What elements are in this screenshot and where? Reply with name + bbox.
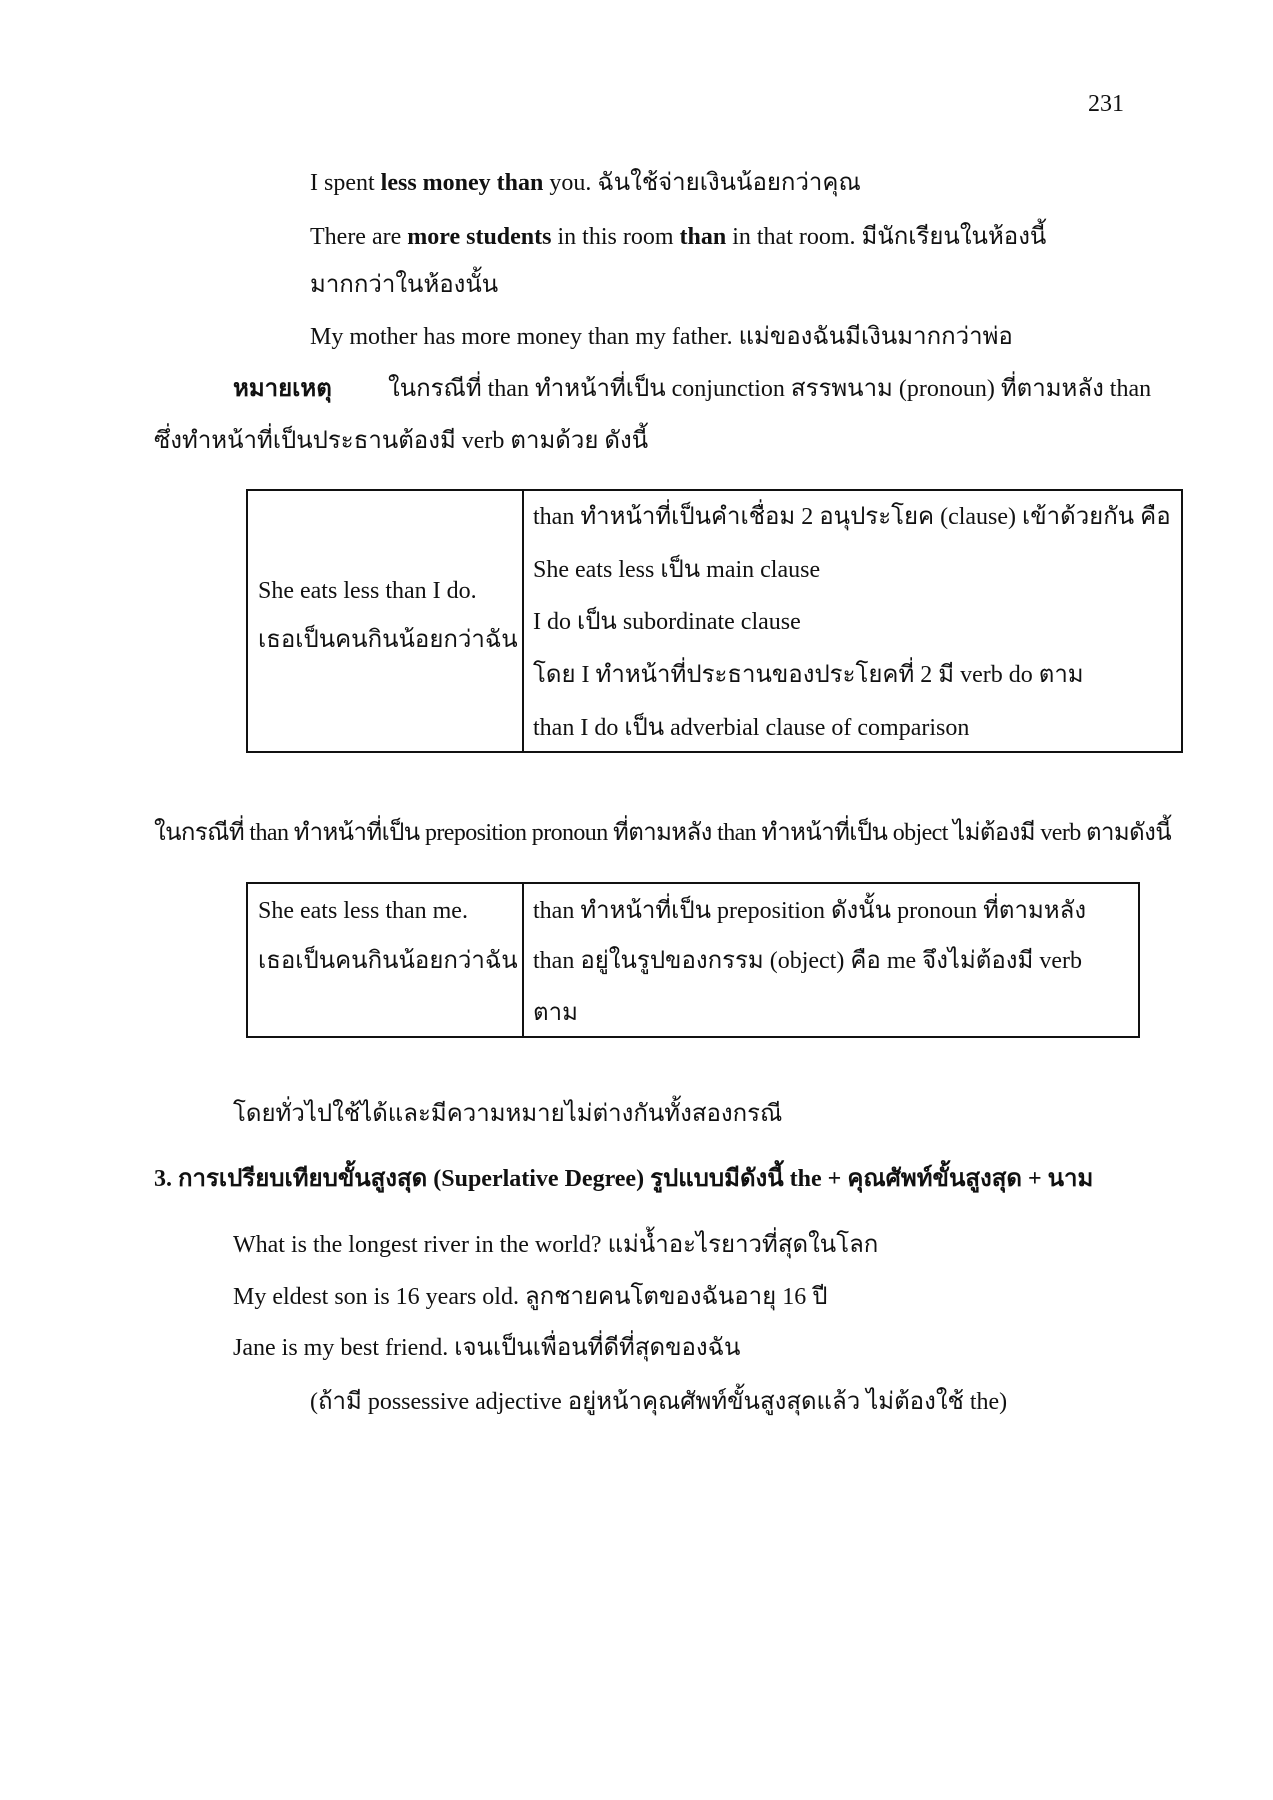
table-cell-left: เธอเป็นคนกินน้อยกว่าฉัน <box>258 948 518 974</box>
bold-text: than <box>679 224 727 250</box>
example-sentence: My mother has more money than my father. แม่ของฉันมีเงินมากกว่าพ่อ <box>310 324 1013 350</box>
text: in this room <box>551 224 680 250</box>
superlative-note: (ถ้ามี possessive adjective อยู่หน้าคุณศัพท์ขั้นสูงสุดแล้ว ไม่ต้องใช้ the) <box>310 1389 1008 1415</box>
text: There are <box>310 224 408 250</box>
table-cell-left: เธอเป็นคนกินน้อยกว่าฉัน <box>258 627 518 653</box>
column-divider <box>522 884 524 1036</box>
text: I spent <box>310 170 381 196</box>
preposition-paragraph: ในกรณีที่ than ทำหน้าที่เป็น preposition pronoun ที่ตามหลัง than ทำหน้าที่เป็น object ไม่ต้องมี verb ตามดังนี้ <box>154 820 1172 846</box>
example-sentence <box>310 168 861 198</box>
example-sentence <box>310 222 1046 252</box>
column-divider <box>522 491 524 751</box>
example-sentence: Jane is my best friend. เจนเป็นเพื่อนที่ดีที่สุดของฉัน <box>233 1335 741 1361</box>
table-cell-right: I do เป็น subordinate clause <box>533 609 801 635</box>
example-sentence: What is the longest river in the world? แม่น้ำอะไรยาวที่สุดในโลก <box>233 1232 879 1258</box>
section-heading: 3. การเปรียบเทียบขั้นสูงสุด (Superlative Degree) รูปแบบมีดังนี้ the + คุณศัพท์ขั้นสูงสุด + นาม <box>154 1166 1094 1192</box>
text: you. ฉันใช้จ่ายเงินน้อยกว่าคุณ <box>543 170 861 196</box>
note-label: หมายเหตุ <box>233 376 332 402</box>
note-text: ในกรณีที่ than ทำหน้าที่เป็น conjunction สรรพนาม (pronoun) ที่ตามหลัง than <box>388 376 1152 402</box>
table-cell-right: than ทำหน้าที่เป็นคำเชื่อม 2 อนุประโยค (clause) เข้าด้วยกัน คือ <box>533 504 1171 530</box>
table-cell-right: than I do เป็น adverbial clause of comparison <box>533 715 970 741</box>
page-number: 231 <box>1088 91 1124 117</box>
table-cell-right: than ทำหน้าที่เป็น preposition ดังนั้น pronoun ที่ตามหลัง <box>533 898 1087 924</box>
table-cell-right: She eats less เป็น main clause <box>533 557 821 583</box>
note-text-cont: ซึ่งทำหน้าที่เป็นประธานต้องมี verb ตามด้วย ดังนี้ <box>154 428 649 454</box>
bold-text: more students <box>407 224 552 250</box>
table-cell-right: ตาม <box>533 1000 578 1026</box>
general-note: โดยทั่วไปใช้ได้และมีความหมายไม่ต่างกันทั้งสองกรณี <box>233 1101 783 1127</box>
table-cell-left: She eats less than I do. <box>258 578 477 604</box>
text: in that room. มีนักเรียนในห้องนี้ <box>726 224 1047 250</box>
example-sentence: My eldest son is 16 years old. ลูกชายคนโตของฉันอายุ 16 ปี <box>233 1284 828 1310</box>
table-cell-right: than อยู่ในรูปของกรรม (object) คือ me จึงไม่ต้องมี verb <box>533 948 1082 974</box>
table-cell-right: โดย I ทำหน้าที่ประธานของประโยคที่ 2 มี verb do ตาม <box>533 662 1084 688</box>
bold-text: less money than <box>380 170 544 196</box>
table-cell-left: She eats less than me. <box>258 898 468 924</box>
example-sentence-cont: มากกว่าในห้องนั้น <box>310 272 499 298</box>
